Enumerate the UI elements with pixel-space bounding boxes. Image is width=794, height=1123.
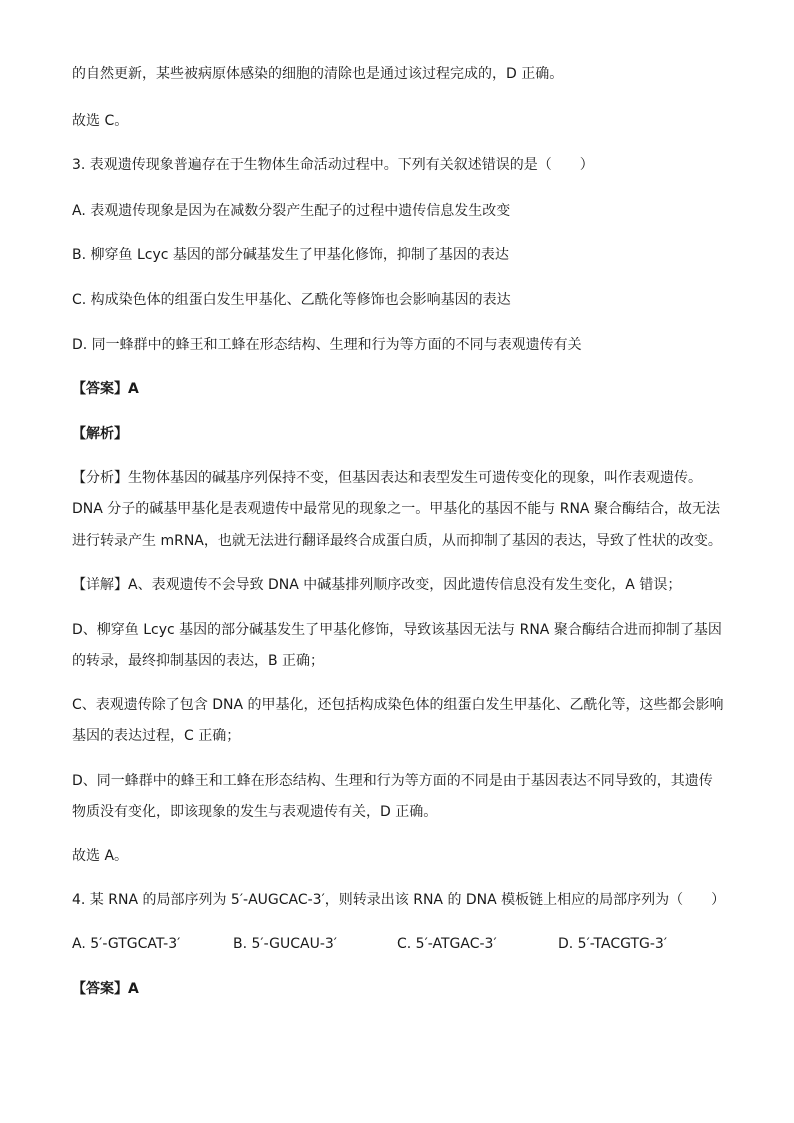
text-line: 的自然更新，某些被病原体感染的细胞的清除也是通过该过程完成的，D 正确。: [72, 66, 564, 82]
detail-line: 物质没有变化，即该现象的发生与表观遗传有关，D 正确。: [72, 804, 438, 820]
q3-option-c: C. 构成染色体的组蛋白发生甲基化、乙酰化等修饰也会影响基因的表达: [72, 292, 511, 308]
q3-option-a: A. 表观遗传现象是因为在减数分裂产生配子的过程中遗传信息发生改变: [72, 203, 511, 219]
conclusion-line: 故选 A。: [72, 848, 129, 864]
analysis-line: DNA 分子的碱基甲基化是表观遗传中最常见的现象之一。甲基化的基因不能与 RNA 聚合酶结合，故无法: [72, 501, 720, 517]
q3-explanation-heading: 【解析】: [72, 426, 128, 442]
q4-option-d: D. 5′-TACGTG-3′: [558, 936, 667, 952]
detail-line: D、柳穿鱼 Lcyc 基因的部分碱基发生了甲基化修饰，导致该基因无法与 RNA 聚合酶结合进而抑制了基因: [72, 622, 722, 638]
detail-line: 的转录，最终抑制基因的表达，B 正确；: [72, 653, 325, 669]
text-line: 故选 C。: [72, 113, 129, 129]
q4-answer: 【答案】A: [72, 981, 139, 997]
question-3-stem: 3. 表观遗传现象普遍存在于生物体生命活动过程中。下列有关叙述错误的是（ ）: [72, 157, 594, 173]
detail-line: C、表观遗传除了包含 DNA 的甲基化，还包括构成染色体的组蛋白发生甲基化、乙酰化等，这些都会影响: [72, 697, 724, 713]
detail-line: D、同一蜂群中的蜂王和工蜂在形态结构、生理和行为等方面的不同是由于基因表达不同导致的，其遗传: [72, 773, 713, 789]
question-4-stem: 4. 某 RNA 的局部序列为 5′-AUGCAC-3′，则转录出该 RNA 的 DNA 模板链上相应的局部序列为（ ）: [72, 892, 726, 908]
q4-option-c: C. 5′-ATGAC-3′: [397, 936, 497, 952]
analysis-line: 【分析】生物体基因的碱基序列保持不变，但基因表达和表型发生可遗传变化的现象，叫作表观遗传。: [72, 470, 702, 486]
q3-option-b: B. 柳穿鱼 Lcyc 基因的部分碱基发生了甲基化修饰，抑制了基因的表达: [72, 247, 509, 263]
q3-answer: 【答案】A: [72, 381, 139, 397]
analysis-line: 进行转录产生 mRNA，也就无法进行翻译最终合成蛋白质，从而抑制了基因的表达，导致了性状的改变。: [72, 533, 722, 549]
q4-option-a: A. 5′-GTGCAT-3′: [72, 936, 181, 952]
q4-options: [72, 934, 722, 954]
q3-option-d: D. 同一蜂群中的蜂王和工蜂在形态结构、生理和行为等方面的不同与表观遗传有关: [72, 337, 582, 353]
q4-option-b: B. 5′-GUCAU-3′: [233, 936, 337, 952]
detail-line: 【详解】A、表观遗传不会导致 DNA 中碱基排列顺序改变，因此遗传信息没有发生变化，A 错误；: [72, 577, 682, 593]
detail-line: 基因的表达过程，C 正确；: [72, 728, 241, 744]
